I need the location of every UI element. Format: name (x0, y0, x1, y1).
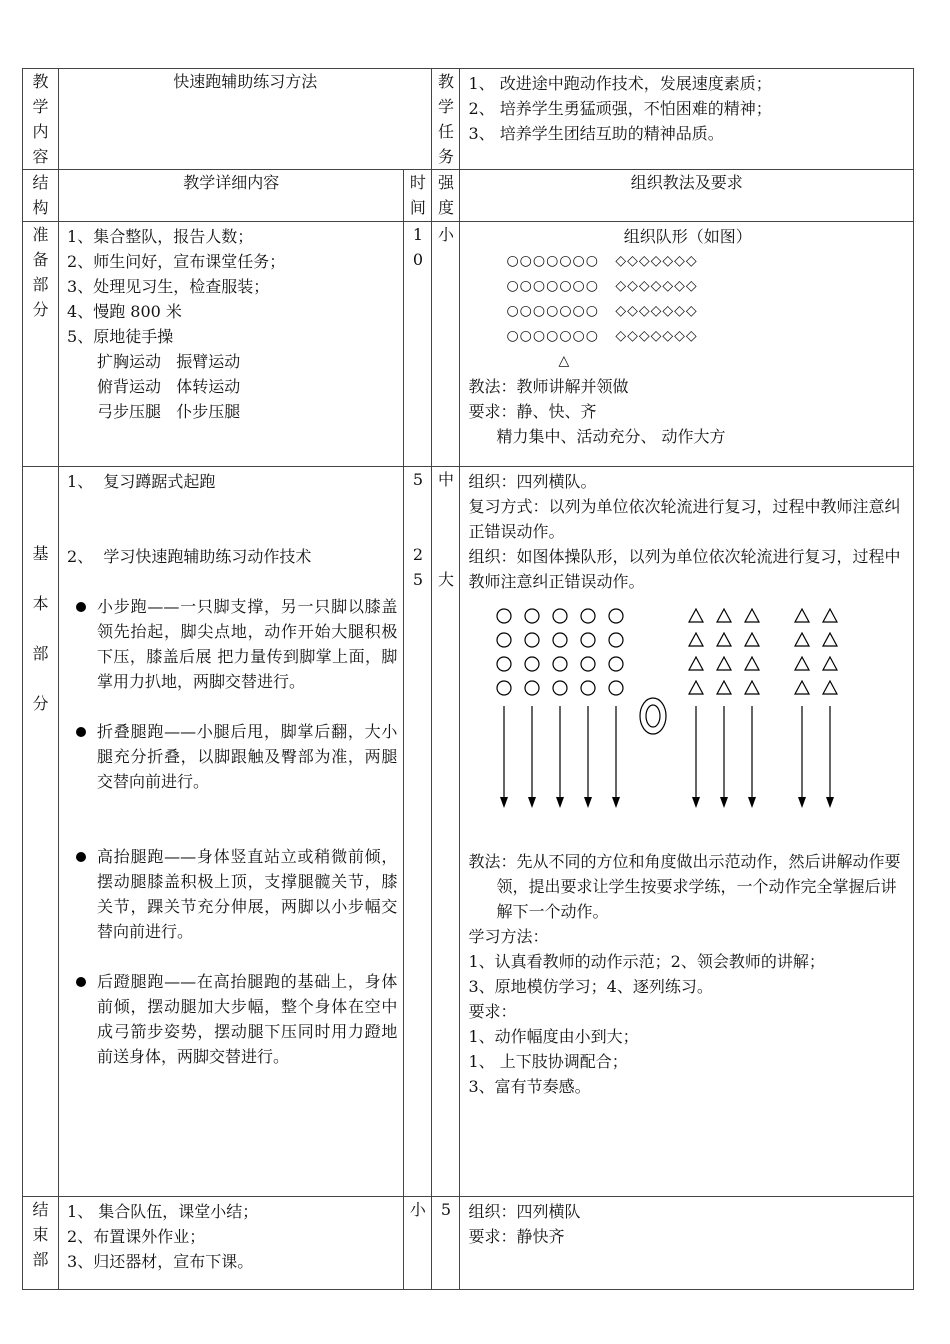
student-triangle (745, 633, 759, 646)
student-circle (609, 609, 623, 623)
lesson-title: 快速跑辅助练习方法 (59, 69, 432, 170)
list-item: 2、师生问好，宣布课堂任务； (67, 252, 286, 271)
org-text: 组织：如图体操队形，以列为单位依次轮流进行复习，过程中教师注意纠正错误动作。 (468, 547, 901, 591)
student-circle (581, 633, 595, 647)
task-item: 2、 培养学生勇猛顽强，不怕困难的精神； (468, 99, 772, 118)
direction-arrow-head (720, 797, 728, 808)
student-triangle (745, 657, 759, 670)
student-circle (581, 681, 595, 695)
student-triangle (795, 681, 809, 694)
end-method (460, 1197, 914, 1290)
intensity-heading: 强 度 (432, 170, 460, 222)
learn-text: 1、认真看教师的动作示范；2、领会教师的讲解； (468, 952, 825, 971)
basic-label: 基 本 部 分 (23, 467, 59, 1197)
list-item: 3、处理见习生，检查服装； (67, 277, 270, 296)
direction-arrow-head (692, 797, 700, 808)
list-item: 3、归还器材，宣布下课。 (67, 1252, 254, 1271)
req-text: 3、富有节奏感。 (468, 1077, 591, 1096)
prep-method (460, 222, 914, 467)
formation-row: ○○○○○○○ ◇◇◇◇◇◇◇ (506, 328, 698, 344)
student-circle (525, 681, 539, 695)
student-triangle (745, 681, 759, 694)
direction-arrow-head (584, 797, 592, 808)
task-item: 1、 改进途中跑动作技术，发展速度素质； (468, 74, 772, 93)
content-label: 教 学 内 容 (23, 69, 59, 170)
student-circle (553, 609, 567, 623)
prep-time: 1 0 (404, 222, 432, 467)
basic-row (23, 467, 914, 1197)
list-item: 4、慢跑 800 米 (67, 302, 182, 321)
student-circle (553, 681, 567, 695)
teach-text: 教法：先从不同的方位和角度做出示范动作，然后讲解动作要领，提出要求让学生按要求学练，一个动作完全掌握后讲解下一个动作。 (468, 852, 901, 921)
column-head-row (23, 170, 914, 222)
list-item: 5、原地徒手操 (67, 327, 174, 346)
prep-row (23, 222, 914, 467)
prep-label: 准 备 部 分 (23, 222, 59, 467)
method-heading: 组织教法及要求 (460, 170, 914, 222)
student-triangle (795, 657, 809, 670)
student-circle (497, 609, 511, 623)
student-circle (525, 657, 539, 671)
student-triangle (717, 609, 731, 622)
time-heading: 时 间 (404, 170, 432, 222)
review-text: 复习方式：以列为单位依次轮流进行复习，过程中教师注意纠正错误动作。 (468, 497, 901, 541)
bullet-dot (76, 727, 86, 737)
requirement-text: 精力集中、活动充分、 动作大方 (496, 427, 726, 446)
student-circle (609, 681, 623, 695)
list-item: 1、 集合队伍，课堂小结； (67, 1202, 259, 1221)
exercise-line: 弓步压腿 仆步压腿 (97, 402, 241, 421)
teacher-mark-inner (646, 705, 660, 727)
list-item: 2、 学习快速跑辅助练习动作技术 (67, 547, 312, 566)
exercise-line: 扩胸运动 振臂运动 (97, 352, 241, 371)
req-text: 1、动作幅度由小到大； (468, 1027, 639, 1046)
student-triangle (689, 657, 703, 670)
exercise-line: 俯背运动 体转运动 (97, 377, 241, 396)
end-time: 小 (404, 1197, 432, 1290)
direction-arrow-head (528, 797, 536, 808)
student-circle (525, 633, 539, 647)
structure-heading: 结 构 (23, 170, 59, 222)
learn-text: 3、原地模仿学习；4、逐列练习。 (468, 977, 713, 996)
header-row (23, 69, 914, 170)
student-triangle (717, 681, 731, 694)
student-triangle (689, 609, 703, 622)
student-triangle (717, 657, 731, 670)
basic-intensity: 中 大 (432, 467, 460, 1197)
formation-title: 组织队形（如图） (623, 227, 752, 246)
org-text: 组织：四列横队。 (468, 472, 597, 491)
student-triangle (795, 609, 809, 622)
end-content (59, 1197, 404, 1290)
method-text: 教法：教师讲解并领做 (468, 377, 629, 396)
bullet-dot (76, 977, 86, 987)
basic-content (59, 467, 404, 1197)
detail-heading: 教学详细内容 (59, 170, 404, 222)
direction-arrow-head (500, 797, 508, 808)
org-text: 组织：四列横队 (468, 1202, 581, 1221)
req-text: 1、 上下肢协调配合； (468, 1052, 628, 1071)
student-circle (553, 657, 567, 671)
end-label: 结 束 部 (23, 1197, 59, 1290)
task-label: 教 学 任 务 (432, 69, 460, 170)
student-triangle (717, 633, 731, 646)
student-triangle (745, 609, 759, 622)
req-text: 要求：静快齐 (468, 1227, 565, 1246)
student-triangle (823, 633, 837, 646)
teacher-mark-outer (640, 698, 666, 734)
lesson-plan-page (22, 68, 914, 1289)
student-triangle (689, 681, 703, 694)
drill-diagram-svg (468, 594, 908, 849)
student-circle (609, 657, 623, 671)
student-circle (497, 681, 511, 695)
learn-title: 学习方法： (468, 927, 549, 946)
end-row (23, 1197, 914, 1290)
bullet-item: 后蹬腿跑——在高抬腿跑的基础上，身体前倾，摆动腿加大步幅，整个身体在空中成弓箭步姿势，摆动腿下压同时用力蹬地前送身体，两脚交替进行。 (67, 969, 397, 1069)
student-circle (609, 633, 623, 647)
student-triangle (823, 681, 837, 694)
student-circle (581, 657, 595, 671)
direction-arrow-head (826, 797, 834, 808)
student-triangle (823, 657, 837, 670)
direction-arrow-head (748, 797, 756, 808)
student-triangle (795, 633, 809, 646)
student-triangle (689, 633, 703, 646)
direction-arrow-head (612, 797, 620, 808)
requirement-text: 要求：静、快、齐 (468, 402, 597, 421)
basic-method (460, 467, 914, 1197)
direction-arrow-head (556, 797, 564, 808)
lesson-plan-table (22, 68, 914, 1290)
prep-intensity: 小 (432, 222, 460, 467)
student-circle (553, 633, 567, 647)
list-item: 1、集合整队，报告人数； (67, 227, 254, 246)
student-circle (581, 609, 595, 623)
direction-arrow-head (798, 797, 806, 808)
task-item: 3、 培养学生团结互助的精神品质。 (468, 124, 724, 143)
student-triangle (823, 609, 837, 622)
bullet-item: 高抬腿跑——身体竖直站立或稍微前倾，摆动腿膝盖积极上顶，支撑腿髋关节，膝关节，踝关节充分伸展，两脚以小步幅交替向前进行。 (67, 844, 397, 944)
drill-diagram (468, 594, 907, 849)
end-intensity: 5 (432, 1197, 460, 1290)
bullet-item: 小步跑——一只脚支撑，另一只脚以膝盖领先抬起，脚尖点地，动作开始大腿积极下压，膝盖后展 把力量传到脚掌上面，脚掌用力扒地，两脚交替进行。 (67, 594, 397, 694)
student-circle (525, 609, 539, 623)
list-item: 2、布置课外作业； (67, 1227, 206, 1246)
bullet-dot (76, 602, 86, 612)
teacher-mark: △ (558, 353, 571, 369)
task-list (460, 69, 914, 170)
prep-content (59, 222, 404, 467)
formation-row: ○○○○○○○ ◇◇◇◇◇◇◇ (506, 253, 698, 269)
formation-row: ○○○○○○○ ◇◇◇◇◇◇◇ (506, 303, 698, 319)
bullet-item: 折叠腿跑——小腿后甩，脚掌后翻，大小腿充分折叠，以脚跟触及臀部为准，两腿交替向前进行。 (67, 719, 397, 794)
req-title: 要求： (468, 1002, 517, 1021)
student-circle (497, 657, 511, 671)
bullet-dot (76, 852, 86, 862)
basic-time: 5 2 5 (404, 467, 432, 1197)
list-item: 1、 复习蹲踞式起跑 (67, 472, 216, 491)
student-circle (497, 633, 511, 647)
formation-row: ○○○○○○○ ◇◇◇◇◇◇◇ (506, 278, 698, 294)
